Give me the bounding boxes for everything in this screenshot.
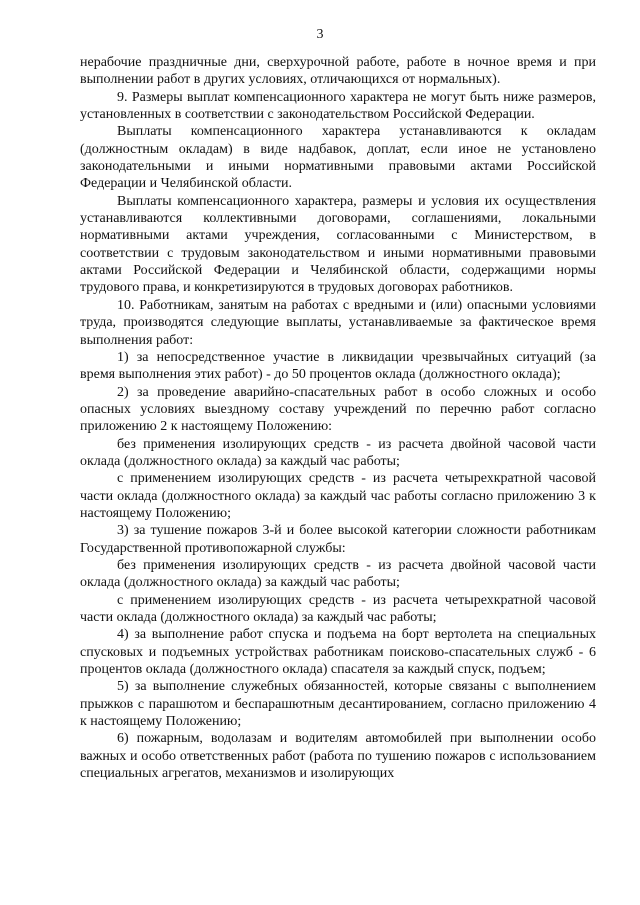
paragraph: с применением изолирующих средств - из расчета четырехкратной часовой части оклада (должностного оклада) за каждый час работы согласно приложению 3 к настоящему Положению; — [80, 471, 596, 521]
paragraph: 6) пожарным, водолазам и водителям автомобилей при выполнении особо важных и особо ответственных работ (работа по тушению пожаров с использованием специальных агрегатов, механизмов и изолирующих — [80, 731, 596, 782]
paragraph: без применения изолирующих средств - из расчета двойной часовой части оклада (должностного оклада) за каждый час работы; — [80, 557, 596, 591]
paragraph: 4) за выполнение работ спуска и подъема на борт вертолета на специальных спусковых и подъемных устройствах работникам поисково-спасательных служб - 6 процентов оклада (должностного оклада) спасателя за каждый спуск, подъем; — [80, 627, 596, 678]
paragraph: 10. Работникам, занятым на работах с вредными и (или) опасными условиями труда, производятся следующие выплаты, устанавливаемые за фактическое время выполнения работ: — [80, 297, 596, 348]
page-number: 3 — [316, 27, 324, 42]
paragraph: без применения изолирующих средств - из расчета двойной часовой части оклада (должностного оклада) за каждый час работы; — [80, 436, 596, 469]
paragraph: 9. Размеры выплат компенсационного характера не могут быть ниже размеров, установленных в соответствии с законодательством Российской Федерации. — [80, 89, 596, 123]
paragraph: 5) за выполнение служебных обязанностей, которые связаны с выполнением прыжков с парашютом и беспарашютным десантированием, согласно приложению 4 к настоящему Положению; — [80, 679, 596, 730]
paragraph: Выплаты компенсационного характера устанавливаются к окладам (должностным окладам) в виде надбавок, доплат, если иное не установлено законодательными и иными нормативными правовыми актами Российской Федерации и Челябинской области. — [80, 124, 596, 192]
document-body — [80, 54, 596, 782]
paragraph: 2) за проведение аварийно-спасательных работ в особо сложных и особо опасных условиях выездному составу учреждений по перечню работ согласно приложению 2 к настоящему Положению: — [80, 384, 596, 435]
paragraph: 3) за тушение пожаров 3-й и более высокой категории сложности работникам Государственной противопожарной службы: — [80, 523, 596, 556]
paragraph: нерабочие праздничные дни, сверхурочной работе, работе в ночное время и при выполнении работ в других условиях, отличающихся от нормальных). — [80, 55, 596, 88]
paragraph: Выплаты компенсационного характера, размеры и условия их осуществления устанавливаются коллективными договорами, соглашениями, локальными нормативными актами учреждения, согласованными с Министерством, в соответствии с трудовым законодательством и иными нормативными правовыми актами Российской Федерации и Челябинской области, содержащими нормы трудового права, и конкретизируются в трудовых договорах работников. — [80, 193, 596, 296]
paragraph: с применением изолирующих средств - из расчета четырехкратной часовой части оклада (должностного оклада) за каждый час работы; — [80, 592, 596, 625]
paragraph: 1) за непосредственное участие в ликвидации чрезвычайных ситуаций (за время выполнения этих работ) - до 50 процентов оклада (должностного оклада); — [80, 349, 596, 383]
